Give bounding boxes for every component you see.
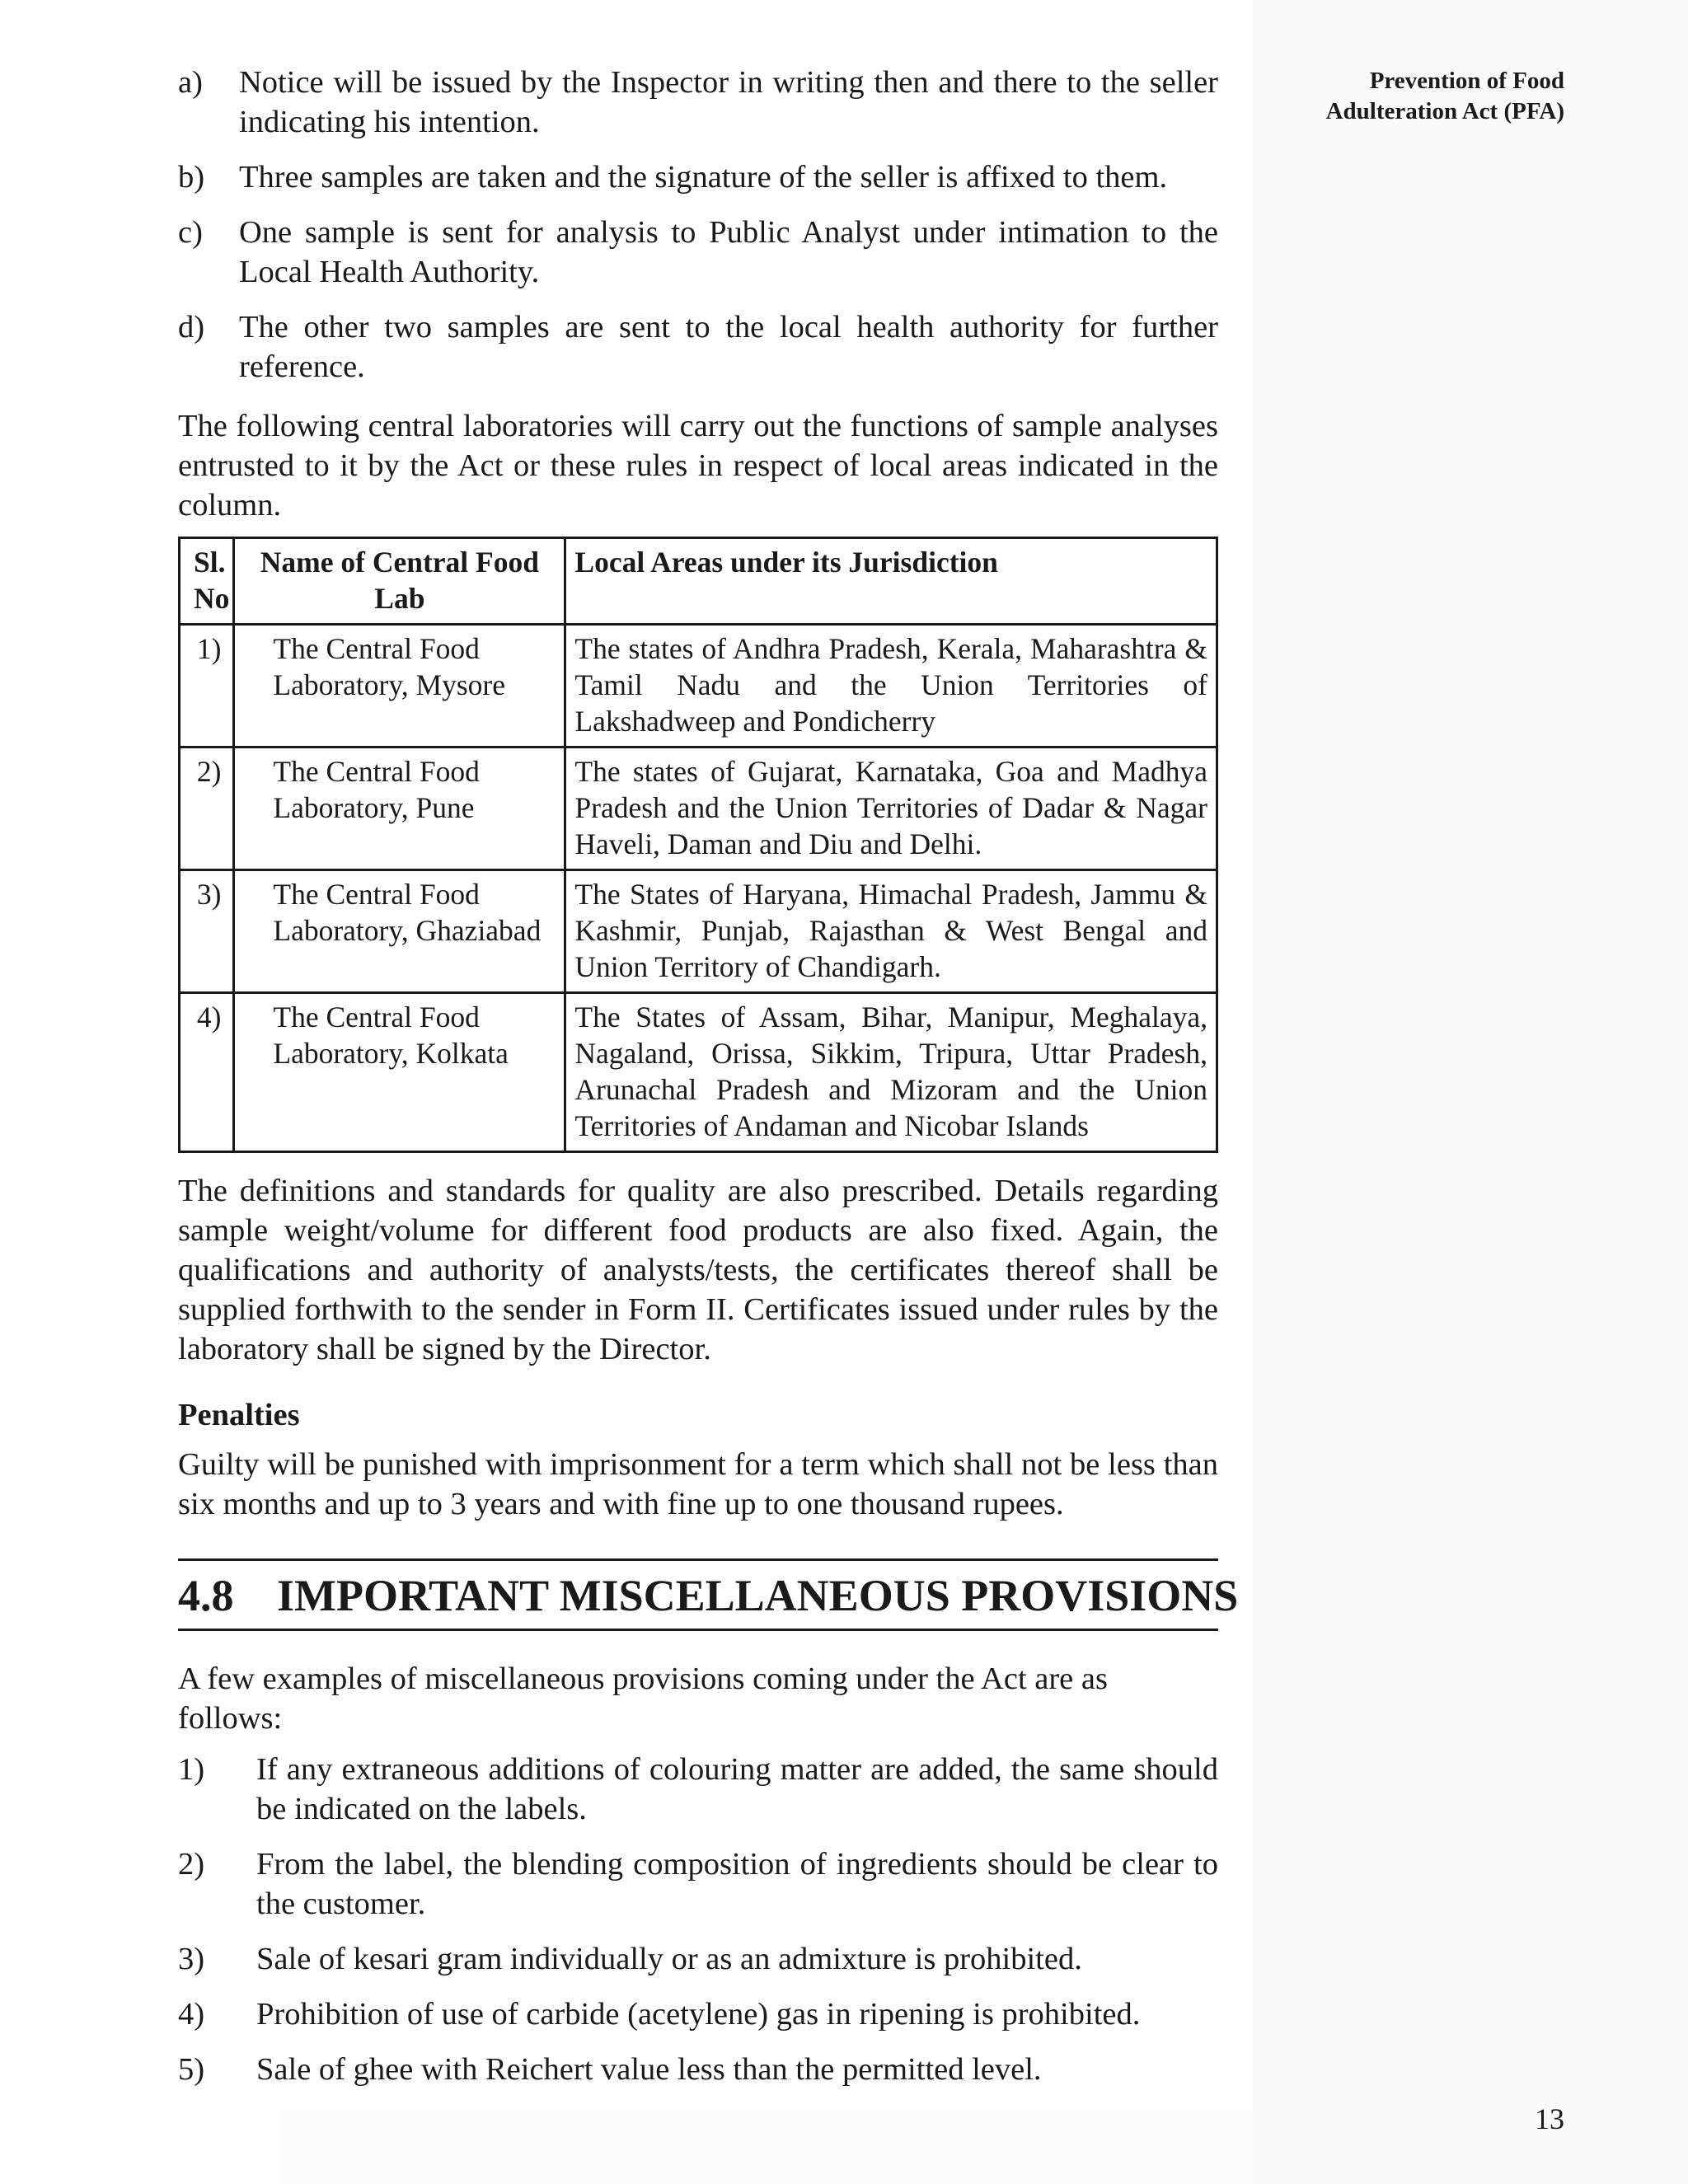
provision-item bbox=[178, 1750, 1218, 1829]
central-labs-table bbox=[178, 537, 1218, 1153]
section-intro-paragraph: A few examples of miscellaneous provisions coming under the Act are as follows: bbox=[178, 1661, 1108, 1736]
labs-intro-paragraph: The following central laboratories will carry out the functions of sample analyses entrusted to it by the Act or these rules in respect of local areas indicated in the column. bbox=[178, 409, 1218, 523]
provision-item-text: Prohibition of use of carbide (acetylene) gas in ripening is prohibited. bbox=[256, 1997, 1141, 2032]
cell-serial-number: 1) bbox=[180, 625, 234, 748]
running-head bbox=[1218, 66, 1564, 127]
section-heading bbox=[178, 1558, 1239, 1631]
cell-serial-number: 2) bbox=[180, 748, 234, 870]
provision-item bbox=[178, 1994, 1218, 2034]
running-head-line-1: Prevention of Food bbox=[1369, 68, 1564, 94]
cell-lab-name: The Central Food Laboratory, Mysore bbox=[234, 625, 565, 748]
procedure-item-label: c) bbox=[178, 215, 203, 250]
table-header-row bbox=[180, 538, 1217, 625]
procedure-item-text: Notice will be issued by the Inspector in writing then and there to the seller indicating his intention. bbox=[239, 65, 1218, 139]
procedure-item-text: Three samples are taken and the signature of the seller is affixed to them. bbox=[239, 160, 1168, 194]
header-jurisdiction: Local Areas under its Jurisdiction bbox=[565, 538, 1217, 625]
provision-item-text: From the label, the blending composition of ingredients should be clear to the customer. bbox=[256, 1847, 1218, 1921]
table-row bbox=[180, 993, 1217, 1152]
definitions-paragraph: The definitions and standards for quality are also prescribed. Details regarding sample weight/volume for different food products are also fixed. Again, the qualifications and authority of analysts/tests, the certificates thereof shall be supplied forthwith to the sender in Form II. Certificates issued under rules by the laboratory shall be signed by the Director. bbox=[178, 1174, 1218, 1366]
main-column bbox=[178, 63, 1239, 2105]
penalties-paragraph: Guilty will be punished with imprisonment for a term which shall not be less than six months and up to 3 years and with fine up to one thousand rupees. bbox=[178, 1447, 1218, 1521]
procedure-item bbox=[178, 157, 1218, 197]
cell-lab-name: The Central Food Laboratory, Kolkata bbox=[234, 993, 565, 1152]
table-row bbox=[180, 870, 1217, 993]
provision-item-label: 3) bbox=[178, 1942, 205, 1976]
section-number: 4.8 bbox=[178, 1571, 234, 1620]
cell-serial-number: 3) bbox=[180, 870, 234, 993]
section-title: IMPORTANT MISCELLANEOUS PROVISIONS bbox=[277, 1571, 1239, 1620]
cell-lab-name: The Central Food Laboratory, Ghaziabad bbox=[234, 870, 565, 993]
procedure-item-text: The other two samples are sent to the local health authority for further reference. bbox=[239, 310, 1218, 384]
margin-background bbox=[1253, 0, 1688, 2184]
table-row bbox=[180, 625, 1217, 748]
procedure-item-label: a) bbox=[178, 65, 203, 100]
provision-item bbox=[178, 1844, 1218, 1924]
cell-jurisdiction: The states of Gujarat, Karnataka, Goa and Madhya Pradesh and the Union Territories of Dadar & Nagar Haveli, Daman and Diu and Delhi. bbox=[565, 748, 1217, 870]
provision-item bbox=[178, 1939, 1218, 1979]
cell-jurisdiction: The states of Andhra Pradesh, Kerala, Maharashtra & Tamil Nadu and the Union Territories of Lakshadweep and Pondicherry bbox=[565, 625, 1217, 748]
procedure-item-text: One sample is sent for analysis to Public Analyst under intimation to the Local Health Authority. bbox=[239, 215, 1218, 289]
procedure-item bbox=[178, 307, 1218, 387]
provision-item-label: 5) bbox=[178, 2052, 205, 2087]
provision-item-label: 4) bbox=[178, 1997, 205, 2032]
provision-item-text: Sale of kesari gram individually or as an admixture is prohibited. bbox=[256, 1942, 1082, 1976]
provision-item bbox=[178, 2050, 1218, 2089]
penalties-heading: Penalties bbox=[178, 1398, 300, 1432]
provision-item-label: 2) bbox=[178, 1847, 205, 1882]
cell-serial-number: 4) bbox=[180, 993, 234, 1152]
table-row bbox=[180, 748, 1217, 870]
procedure-item bbox=[178, 213, 1218, 292]
cell-jurisdiction: The States of Assam, Bihar, Manipur, Meghalaya, Nagaland, Orissa, Sikkim, Tripura, Uttar Pradesh, Arunachal Pradesh and Mizoram and the Union Territories of Andaman and Nicobar Islands bbox=[565, 993, 1217, 1152]
procedure-item-label: b) bbox=[178, 160, 205, 194]
procedure-item bbox=[178, 63, 1218, 142]
provision-item-text: Sale of ghee with Reichert value less than the permitted level. bbox=[256, 2052, 1042, 2087]
running-head-line-2: Adulteration Act (PFA) bbox=[1325, 98, 1564, 124]
provisions-list bbox=[178, 1750, 1218, 2089]
cell-jurisdiction: The States of Haryana, Himachal Pradesh, Jammu & Kashmir, Punjab, Rajasthan & West Bengal and Union Territory of Chandigarh. bbox=[565, 870, 1217, 993]
page-number: 13 bbox=[1535, 2102, 1564, 2135]
cell-lab-name: The Central Food Laboratory, Pune bbox=[234, 748, 565, 870]
footer-background bbox=[280, 2110, 1253, 2184]
procedure-item-label: d) bbox=[178, 310, 205, 344]
header-serial-number: Sl. No bbox=[180, 538, 234, 625]
provision-item-text: If any extraneous additions of colouring matter are added, the same should be indicated on the labels. bbox=[256, 1752, 1218, 1826]
header-lab-name: Name of Central Food Lab bbox=[234, 538, 565, 625]
procedure-list bbox=[178, 63, 1218, 387]
provision-item-label: 1) bbox=[178, 1752, 205, 1787]
